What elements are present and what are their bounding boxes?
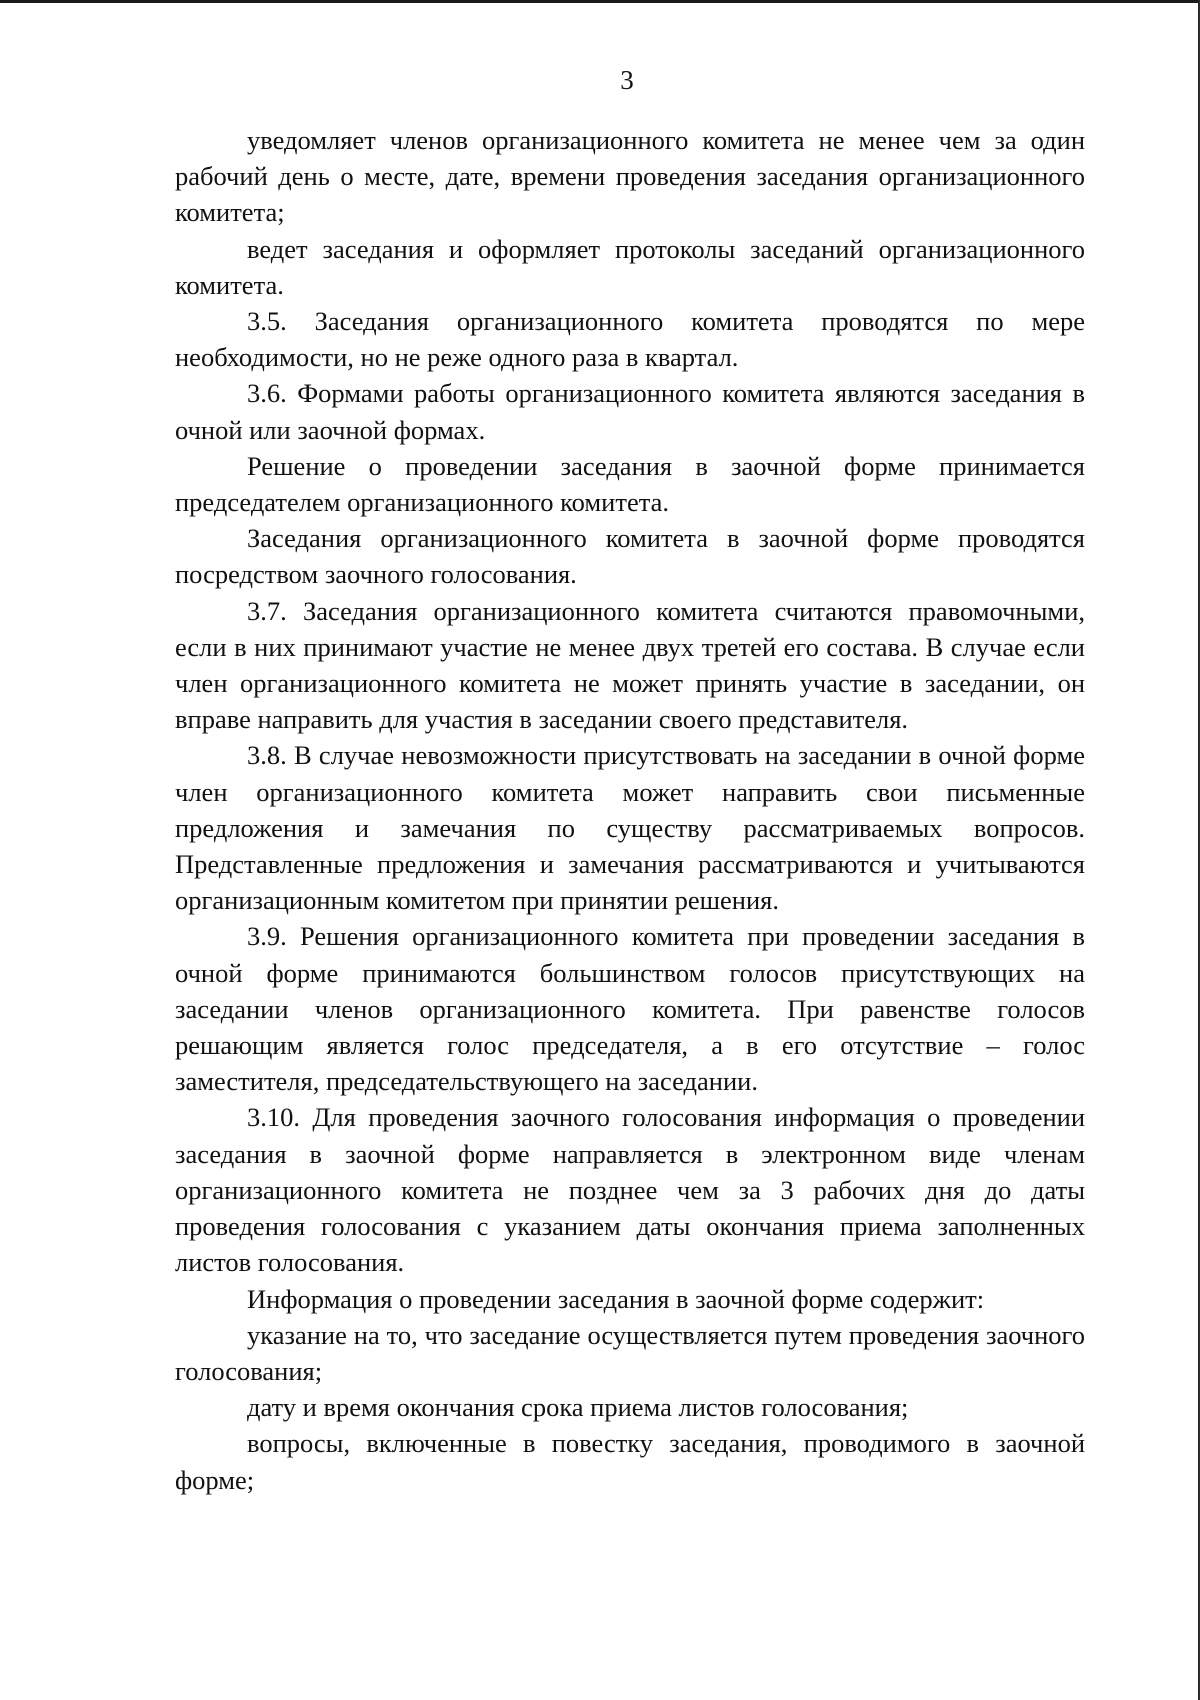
- paragraph-3-5: 3.5. Заседания организационного комитета проводятся по мере необходимости, но не реже одного раза в квартал.: [175, 306, 1085, 373]
- paragraph-3-8: 3.8. В случае невозможности присутствовать на заседании в очной форме член организационного комитета может направить свои письменные предложения и замечания по существу рассматриваемых вопросов. Представленные предложения и замечания рассматриваются и учитываются организационным комитетом при принятии решения.: [175, 740, 1085, 916]
- paragraph-info-item-2: дату и время окончания срока приема листов голосования;: [247, 1392, 909, 1423]
- paragraph-3-7: 3.7. Заседания организационного комитета считаются правомочными, если в них принимают участие не менее двух третей его состава. В случае если член организационного комитета не может принять участие в заседании, он вправе направить для участия в заседании своего представителя.: [175, 595, 1085, 735]
- paragraph-3-6: 3.6. Формами работы организационного комитета являются заседания в очной или заочной формах.: [175, 378, 1085, 445]
- paragraph-3-10: 3.10. Для проведения заочного голосования информация о проведении заседания в заочной форме направляется в электронном виде членам организационного комитета не позднее чем за 3 рабочих дня до даты проведения голосования с указанием даты окончания приема заполненных листов голосования.: [175, 1102, 1085, 1278]
- paragraph-info-contents: Информация о проведении заседания в заочной форме содержит:: [247, 1283, 985, 1314]
- document-body: [175, 122, 1085, 1498]
- scan-border-top: [0, 0, 1200, 3]
- paragraph-info-item-1: указание на то, что заседание осуществляется путем проведения заочного голосования;: [175, 1319, 1085, 1386]
- page-number: 3: [620, 65, 634, 95]
- paragraph-absentee-voting: Заседания организационного комитета в заочной форме проводятся посредством заочного голосования.: [175, 523, 1085, 590]
- paragraph-minutes: ведет заседания и оформляет протоколы заседаний организационного комитета.: [175, 233, 1085, 300]
- paragraph-3-9: 3.9. Решения организационного комитета при проведении заседания в очной форме принимаются большинством голосов присутствующих на заседании членов организационного комитета. При равенстве голосов решающим является голос председателя, а в его отсутствие – голос заместителя, председательствующего на заседании.: [175, 921, 1085, 1097]
- paragraph-notify-members: уведомляет членов организационного комитета не менее чем за один рабочий день о месте, дате, времени проведения заседания организационного комитета;: [175, 125, 1085, 228]
- paragraph-absentee-decision: Решение о проведении заседания в заочной форме принимается председателем организационного комитета.: [175, 450, 1085, 518]
- paragraph-info-item-3: вопросы, включенные в повестку заседания, проводимого в заочной форме;: [175, 1428, 1085, 1495]
